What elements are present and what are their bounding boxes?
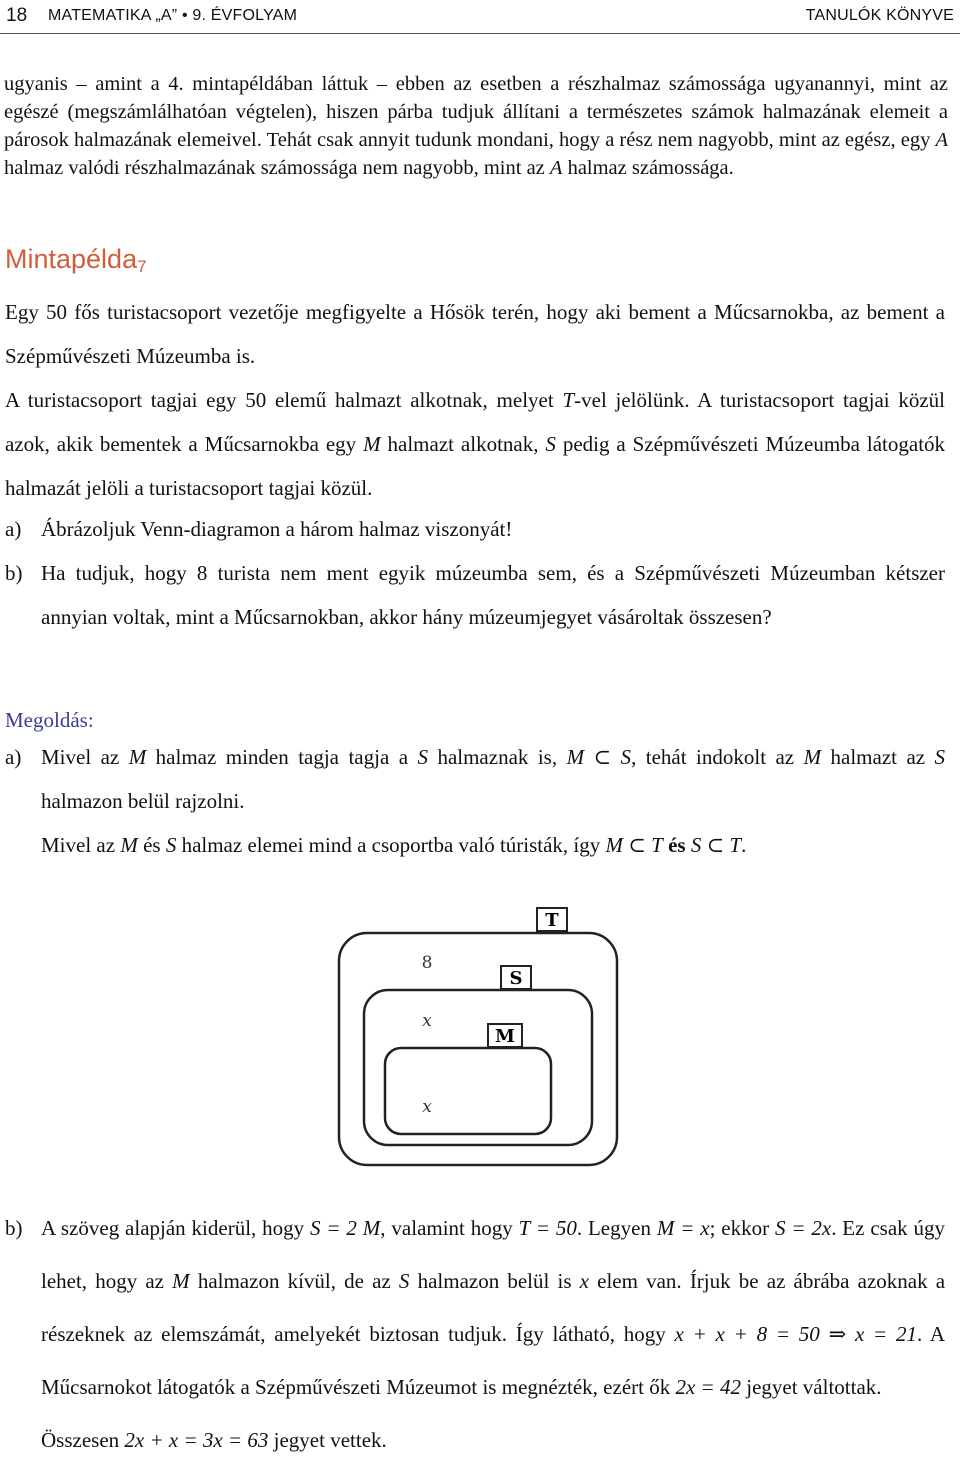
- example-paragraph-2: A turistacsoport tagjai egy 50 elemű halmazt alkotnak, melyet T-vel jelölünk. A turistacsoport tagjai közül azok, akik bementek a Műcsarnokba egy M halmazt alkotnak, S pedig a Szépművészeti Múzeumba látogatók halmazát jelöli a turistacsoport tagjai közül.: [5, 388, 946, 500]
- set-s-label: S: [509, 968, 523, 989]
- solution-a: a) Mivel az M halmaz minden tagja tagja a S halmaznak is, M ⊂ S, tehát indokolt az M halmazt az S halmazon belül rajzolni. Mivel az M és S halmaz elemei mind a csoportba való túristák, így M ⊂ T és S ⊂ T.: [5, 745, 946, 857]
- solution-heading: Megoldás:: [5, 708, 94, 732]
- count-s-only-label: x: [422, 1011, 432, 1031]
- count-m-label: x: [422, 1097, 432, 1117]
- set-s-boundary: [364, 990, 592, 1145]
- intro-paragraph: ugyanis – amint a 4. mintapéldában láttuk – ebben az esetben a részhalmaz számossága ugyanannyi, mint az egészé (megszámlálhatóan végtelen), hiszen párba tudjuk állítani a természetes számok halmazának elemeit a párosok halmazának elemeivel. Tehát csak annyit tudunk mondani, hogy a rész nem nagyobb, mint az egész, egy A halmaz valódi részhalmazának számossága nem nagyobb, mint az A halmaz számossága.: [4, 73, 948, 179]
- solution-b: b) A szöveg alapján kiderül, hogy S = 2 M, valamint hogy T = 50. Legyen M = x; ekkor S = 2x. Ez csak úgy lehet, hogy az M halmazon kívül, de az S halmazon belül is x elem van. Írjuk be az ábrába azoknak a részeknek az elemszámát, amelyekét biztosan tudjuk. Így látható, hogy x + x + 8 = 50 ⇒ x = 21. A Műcsarnokot látogatók a Szépművészeti Múzeumot is megnézték, ezért ők 2x = 42 jegyet váltottak. Összesen 2x + x = 3x = 63 jegyet vettek.: [5, 1216, 946, 1452]
- set-m-boundary: [385, 1048, 551, 1134]
- task-b: b) Ha tudjuk, hogy 8 turista nem ment egyik múzeumba sem, és a Szépművészeti Múzeumban kétszer annyian voltak, mint a Műcsarnokban, akkor hány múzeumjegyet vásároltak összesen?: [5, 561, 945, 629]
- book-type-label: TANULÓK KÖNYVE: [805, 7, 954, 24]
- page-number: 18: [6, 5, 28, 26]
- example-title: Mintapélda$_7$: [5, 244, 147, 276]
- set-t-label: T: [545, 910, 559, 931]
- count-outside-label: 8: [421, 953, 433, 973]
- example-paragraph-1: Egy 50 fős turistacsoport vezetője megfigyelte a Hősök terén, hogy aki bement a Műcsarnokba, az bement a Szépművészeti Múzeumba is.: [5, 300, 945, 368]
- task-a: a) Ábrázoljuk Venn-diagramon a három halmaz viszonyát!: [5, 517, 513, 541]
- set-m-label: M: [495, 1026, 515, 1047]
- book-title: MATEMATIKA „A” • 9. ÉVFOLYAM: [48, 7, 298, 24]
